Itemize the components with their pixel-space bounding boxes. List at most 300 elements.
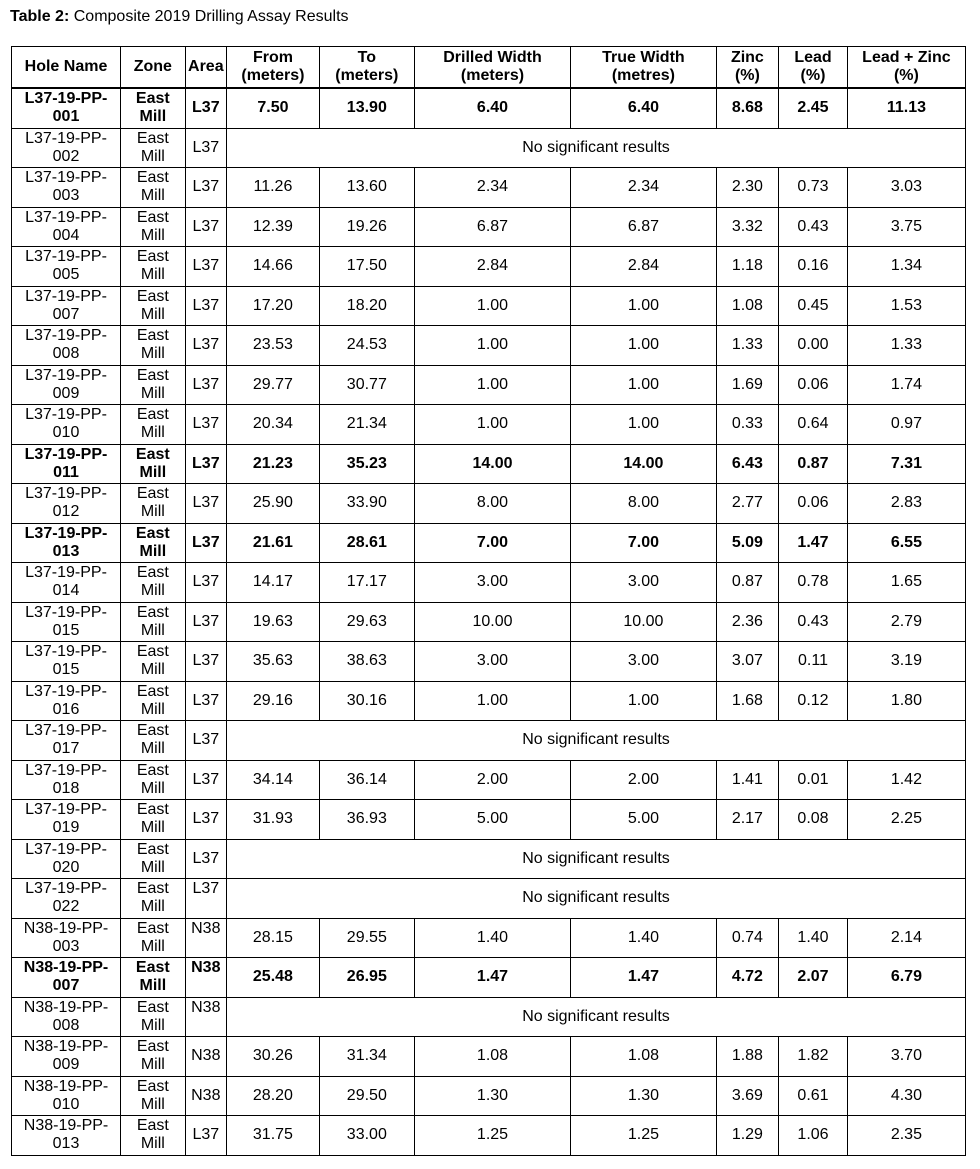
zone-cell [121, 523, 186, 563]
column-header-line: From [252, 49, 293, 66]
zone-cell-line: East [136, 1077, 169, 1095]
hole-name-cell-line: L37-19-PP- [25, 366, 107, 384]
zone-cell-line: Mill [140, 898, 165, 915]
hole-name-cell [12, 444, 121, 484]
hole-name-cell [12, 721, 121, 761]
hole-name-cell-line: L37-19-PP- [25, 682, 107, 700]
lead-cell: 0.06 [779, 484, 848, 524]
column-header-line: Drilled Width [443, 49, 542, 66]
column-header-line: Hole Name [24, 58, 108, 75]
zone-cell-line: East [136, 682, 169, 700]
hole-name-cell [12, 484, 121, 524]
hole-name-cell-line: 017 [52, 740, 80, 757]
lead-cell: 2.07 [779, 958, 848, 998]
column-header-zone [121, 47, 186, 89]
zone-cell [121, 286, 186, 326]
to-cell: 17.50 [319, 247, 414, 287]
zone-cell-line: East [136, 366, 169, 384]
hole-name-cell-line: 008 [52, 1016, 80, 1034]
area-cell: L37 [185, 642, 226, 682]
zone-cell [121, 760, 186, 800]
hole-name-cell-line: 015 [52, 661, 80, 678]
area-cell: L37 [185, 326, 226, 366]
from-cell: 14.66 [227, 247, 320, 287]
table-row [12, 997, 966, 1037]
zone-cell-line: East [135, 90, 170, 107]
hole-name-cell [12, 286, 121, 326]
area-cell: L37 [185, 128, 226, 168]
hole-name-cell-line: N38-19-PP- [23, 1117, 109, 1134]
drilled-width-cell: 8.00 [414, 484, 570, 524]
column-header-to [319, 47, 414, 89]
zone-cell-line: East [136, 208, 169, 226]
zone-cell [121, 207, 186, 247]
hole-name-cell [12, 839, 121, 879]
to-cell: 26.95 [319, 958, 414, 998]
true-width-cell: 1.25 [571, 1116, 716, 1156]
table-row [12, 721, 966, 761]
zone-cell-line: East [136, 761, 169, 779]
column-header-unit: (%) [734, 67, 760, 84]
table-caption-title: Composite 2019 Drilling Assay Results [73, 8, 349, 25]
lead-cell: 1.40 [779, 918, 848, 958]
lead-plus-zinc-cell: 3.70 [847, 1037, 965, 1077]
lead-plus-zinc-cell: 2.25 [847, 800, 965, 840]
drilled-width-cell: 14.00 [414, 444, 570, 484]
column-header-drilled-width [414, 47, 570, 89]
zone-cell [121, 1116, 186, 1156]
hole-name-cell-line: 011 [53, 463, 79, 481]
zinc-cell: 1.33 [716, 326, 779, 366]
table-caption [10, 7, 349, 27]
no-significant-results-cell: No significant results [227, 997, 966, 1037]
true-width-cell: 6.40 [571, 88, 716, 128]
zinc-cell: 1.41 [716, 760, 779, 800]
hole-name-cell-line: L37-19-PP- [25, 722, 107, 739]
true-width-cell: 5.00 [571, 800, 716, 840]
table-row [12, 326, 966, 366]
zone-cell [121, 1037, 186, 1077]
to-cell: 38.63 [319, 642, 414, 682]
lead-plus-zinc-cell: 11.13 [847, 88, 965, 128]
hole-name-cell-line: L37-19-PP- [25, 880, 107, 897]
column-header-line: Area [188, 58, 224, 75]
to-cell: 13.60 [319, 168, 414, 208]
to-cell: 29.63 [319, 602, 414, 642]
zone-cell-line: East [136, 287, 169, 305]
table-row [12, 800, 966, 840]
zinc-cell: 5.09 [716, 523, 779, 563]
zone-cell-line: Mill [140, 147, 165, 165]
hole-name-cell-line: 019 [52, 819, 80, 836]
hole-name-cell [12, 602, 121, 642]
hole-name-cell [12, 1037, 121, 1077]
zone-cell-line: Mill [140, 937, 165, 955]
area-cell: L37 [185, 879, 226, 919]
zone-cell-line: East [136, 998, 169, 1016]
area-cell: L37 [185, 839, 226, 879]
hole-name-cell-line: L37-19-PP- [25, 761, 107, 779]
zone-cell-line: Mill [140, 305, 165, 323]
zone-cell [121, 168, 186, 208]
zone-cell-line: East [136, 564, 169, 581]
hole-name-cell-line: L37-19-PP- [25, 564, 107, 581]
drilled-width-cell: 1.40 [414, 918, 570, 958]
table-row [12, 247, 966, 287]
lead-plus-zinc-cell: 1.53 [847, 286, 965, 326]
area-cell: L37 [185, 721, 226, 761]
area-cell: L37 [185, 444, 226, 484]
true-width-cell: 14.00 [571, 444, 716, 484]
hole-name-cell-line: 016 [52, 700, 80, 718]
header-row [12, 47, 966, 89]
hole-name-cell-line: 001 [52, 108, 80, 125]
drilled-width-cell: 1.00 [414, 365, 570, 405]
from-cell: 12.39 [227, 207, 320, 247]
column-header-unit: (meters) [460, 67, 525, 84]
true-width-cell: 3.00 [571, 563, 716, 603]
to-cell: 24.53 [319, 326, 414, 366]
to-cell: 18.20 [319, 286, 414, 326]
zone-cell-line: East [136, 129, 169, 147]
zinc-cell: 3.07 [716, 642, 779, 682]
lead-plus-zinc-cell: 3.19 [847, 642, 965, 682]
lead-plus-zinc-cell: 1.34 [847, 247, 965, 287]
zone-cell-line: Mill [140, 1056, 165, 1073]
table-row [12, 602, 966, 642]
lead-cell: 1.82 [779, 1037, 848, 1077]
true-width-cell: 8.00 [571, 484, 716, 524]
hole-name-cell-line: L37-19-PP- [25, 603, 107, 621]
area-cell: L37 [185, 602, 226, 642]
hole-name-cell-line: N38-19-PP- [23, 959, 109, 976]
zone-cell [121, 602, 186, 642]
from-cell: 31.93 [227, 800, 320, 840]
true-width-cell: 10.00 [571, 602, 716, 642]
zone-cell-line: Mill [140, 503, 165, 520]
hole-name-cell [12, 563, 121, 603]
zinc-cell: 1.18 [716, 247, 779, 287]
hole-name-cell-line: 010 [52, 424, 80, 441]
table-body [12, 88, 966, 1155]
zone-cell [121, 405, 186, 445]
lead-plus-zinc-cell: 1.65 [847, 563, 965, 603]
hole-name-cell-line: 015 [52, 621, 80, 639]
true-width-cell: 1.00 [571, 326, 716, 366]
hole-name-cell [12, 1116, 121, 1156]
table-row [12, 918, 966, 958]
lead-cell: 0.73 [779, 168, 848, 208]
zinc-cell: 0.87 [716, 563, 779, 603]
from-cell: 20.34 [227, 405, 320, 445]
lead-cell: 0.01 [779, 760, 848, 800]
area-cell: L37 [185, 247, 226, 287]
area-cell: N38 [185, 1037, 226, 1077]
column-header-unit: (meters) [241, 67, 305, 84]
no-significant-results-cell: No significant results [227, 721, 966, 761]
column-header-area [185, 47, 226, 89]
zone-cell-line: Mill [140, 858, 165, 876]
no-significant-results-cell: No significant results [227, 839, 966, 879]
true-width-cell: 1.40 [571, 918, 716, 958]
area-cell: L37 [185, 484, 226, 524]
column-header-line: Zone [133, 58, 172, 75]
from-cell: 23.53 [227, 326, 320, 366]
zone-cell-line: Mill [140, 266, 165, 283]
hole-name-cell-line: L37-19-PP- [24, 524, 108, 542]
lead-plus-zinc-cell: 1.33 [847, 326, 965, 366]
hole-name-cell [12, 879, 121, 919]
true-width-cell: 2.00 [571, 760, 716, 800]
to-cell: 31.34 [319, 1037, 414, 1077]
table-row [12, 207, 966, 247]
table-row [12, 642, 966, 682]
zone-cell-line: East [136, 603, 169, 621]
zone-cell [121, 681, 186, 721]
no-significant-results-cell: No significant results [227, 879, 966, 919]
column-header-zinc [716, 47, 779, 89]
hole-name-cell-line: N38-19-PP- [23, 919, 109, 937]
area-cell: N38 [185, 997, 226, 1037]
from-cell: 34.14 [227, 760, 320, 800]
zone-cell [121, 800, 186, 840]
from-cell: 11.26 [227, 168, 320, 208]
zone-cell-line: Mill [140, 424, 165, 441]
lead-plus-zinc-cell: 3.75 [847, 207, 965, 247]
to-cell: 29.50 [319, 1076, 414, 1116]
drilled-width-cell: 2.00 [414, 760, 570, 800]
zone-cell-line: East [136, 1038, 169, 1055]
zinc-cell: 0.74 [716, 918, 779, 958]
drilled-width-cell: 2.34 [414, 168, 570, 208]
zinc-cell: 2.30 [716, 168, 779, 208]
hole-name-cell [12, 326, 121, 366]
zone-cell-line: Mill [140, 740, 165, 757]
hole-name-cell-line: 013 [52, 1135, 80, 1152]
hole-name-cell [12, 128, 121, 168]
zinc-cell: 1.08 [716, 286, 779, 326]
lead-plus-zinc-cell: 0.97 [847, 405, 965, 445]
hole-name-cell-line: 003 [52, 937, 80, 955]
table-row [12, 760, 966, 800]
drilled-width-cell: 1.00 [414, 286, 570, 326]
hole-name-cell [12, 207, 121, 247]
zone-cell-line: East [136, 880, 169, 897]
drilled-width-cell: 1.00 [414, 681, 570, 721]
column-header-line: Lead [794, 49, 832, 66]
to-cell: 33.00 [319, 1116, 414, 1156]
zinc-cell: 1.29 [716, 1116, 779, 1156]
table-row [12, 286, 966, 326]
lead-plus-zinc-cell: 6.55 [847, 523, 965, 563]
true-width-cell: 7.00 [571, 523, 716, 563]
hole-name-cell [12, 958, 121, 998]
hole-name-cell [12, 918, 121, 958]
drilled-width-cell: 1.08 [414, 1037, 570, 1077]
hole-name-cell-line: 013 [52, 542, 80, 560]
zinc-cell: 1.88 [716, 1037, 779, 1077]
lead-cell: 0.45 [779, 286, 848, 326]
area-cell: N38 [185, 958, 226, 998]
lead-cell: 2.45 [779, 88, 848, 128]
lead-cell: 0.43 [779, 602, 848, 642]
true-width-cell: 2.34 [571, 168, 716, 208]
hole-name-cell-line: L37-19-PP- [25, 840, 107, 858]
zone-cell [121, 128, 186, 168]
hole-name-cell-line: 010 [52, 1095, 80, 1113]
lead-plus-zinc-cell: 2.14 [847, 918, 965, 958]
zone-cell [121, 997, 186, 1037]
table-caption-label: Table 2: [10, 8, 70, 25]
lead-cell: 1.47 [779, 523, 848, 563]
area-cell: L37 [185, 563, 226, 603]
hole-name-cell-line: 003 [52, 187, 80, 204]
lead-plus-zinc-cell: 3.03 [847, 168, 965, 208]
to-cell: 30.77 [319, 365, 414, 405]
zone-cell [121, 326, 186, 366]
no-significant-results-cell: No significant results [227, 128, 966, 168]
table-row [12, 1037, 966, 1077]
zone-cell-line: East [136, 919, 169, 937]
to-cell: 21.34 [319, 405, 414, 445]
lead-plus-zinc-cell: 7.31 [847, 444, 965, 484]
drilled-width-cell: 2.84 [414, 247, 570, 287]
zinc-cell: 2.77 [716, 484, 779, 524]
hole-name-cell-line: L37-19-PP- [24, 445, 108, 463]
lead-cell: 0.12 [779, 681, 848, 721]
zone-cell-line: Mill [140, 700, 165, 718]
lead-plus-zinc-cell: 1.42 [847, 760, 965, 800]
from-cell: 30.26 [227, 1037, 320, 1077]
drilled-width-cell: 5.00 [414, 800, 570, 840]
hole-name-cell-line: 008 [52, 345, 80, 362]
drilled-width-cell: 1.30 [414, 1076, 570, 1116]
hole-name-cell [12, 642, 121, 682]
true-width-cell: 1.30 [571, 1076, 716, 1116]
hole-name-cell-line: N38-19-PP- [23, 1038, 109, 1055]
zinc-cell: 3.32 [716, 207, 779, 247]
table-row [12, 1116, 966, 1156]
zone-cell-line: East [135, 959, 170, 976]
column-header-line: To [357, 49, 376, 66]
lead-cell: 0.08 [779, 800, 848, 840]
zone-cell-line: Mill [139, 542, 167, 560]
zone-cell [121, 721, 186, 761]
lead-plus-zinc-cell: 1.74 [847, 365, 965, 405]
from-cell: 31.75 [227, 1116, 320, 1156]
zone-cell [121, 642, 186, 682]
drilled-width-cell: 3.00 [414, 563, 570, 603]
area-cell: L37 [185, 207, 226, 247]
column-header-line: Zinc [730, 49, 764, 66]
zone-cell-line: East [135, 445, 170, 463]
to-cell: 35.23 [319, 444, 414, 484]
hole-name-cell [12, 88, 121, 128]
zone-cell-line: East [136, 643, 169, 660]
area-cell: L37 [185, 1116, 226, 1156]
hole-name-cell-line: 012 [52, 503, 80, 520]
hole-name-cell-line: 009 [52, 384, 80, 402]
from-cell: 7.50 [227, 88, 320, 128]
hole-name-cell-line: N38-19-PP- [23, 1077, 109, 1095]
hole-name-cell-line: 022 [52, 898, 80, 915]
zone-cell [121, 365, 186, 405]
true-width-cell: 6.87 [571, 207, 716, 247]
zinc-cell: 8.68 [716, 88, 779, 128]
lead-cell: 0.11 [779, 642, 848, 682]
from-cell: 25.48 [227, 958, 320, 998]
column-header-lead-plus-zinc [847, 47, 965, 89]
drilled-width-cell: 1.25 [414, 1116, 570, 1156]
table-row [12, 405, 966, 445]
zone-cell-line: East [136, 801, 169, 818]
from-cell: 28.15 [227, 918, 320, 958]
hole-name-cell-line: L37-19-PP- [25, 169, 107, 186]
zinc-cell: 3.69 [716, 1076, 779, 1116]
hole-name-cell [12, 997, 121, 1037]
hole-name-cell-line: 020 [52, 858, 80, 876]
lead-cell: 0.61 [779, 1076, 848, 1116]
hole-name-cell [12, 405, 121, 445]
to-cell: 36.14 [319, 760, 414, 800]
column-header-line: Lead + Zinc [862, 49, 951, 66]
zone-cell-line: East [136, 840, 169, 858]
drilled-width-cell: 1.00 [414, 405, 570, 445]
hole-name-cell-line: 007 [52, 305, 80, 323]
to-cell: 29.55 [319, 918, 414, 958]
true-width-cell: 1.00 [571, 286, 716, 326]
lead-plus-zinc-cell: 1.80 [847, 681, 965, 721]
hole-name-cell-line: 007 [52, 977, 80, 994]
drilled-width-cell: 1.47 [414, 958, 570, 998]
zone-cell-line: Mill [140, 345, 165, 362]
zone-cell-line: East [136, 169, 169, 186]
lead-cell: 0.00 [779, 326, 848, 366]
area-cell: N38 [185, 1076, 226, 1116]
zone-cell [121, 247, 186, 287]
hole-name-cell-line: L37-19-PP- [25, 485, 107, 502]
zinc-cell: 4.72 [716, 958, 779, 998]
area-cell: L37 [185, 88, 226, 128]
zone-cell [121, 444, 186, 484]
to-cell: 33.90 [319, 484, 414, 524]
hole-name-cell-line: 014 [52, 582, 80, 599]
zinc-cell: 2.17 [716, 800, 779, 840]
table-row [12, 88, 966, 128]
hole-name-cell-line: L37-19-PP- [24, 90, 108, 107]
zone-cell-line: East [135, 524, 170, 542]
from-cell: 14.17 [227, 563, 320, 603]
area-cell: L37 [185, 365, 226, 405]
area-cell: L37 [185, 681, 226, 721]
hole-name-cell-line: 005 [52, 266, 80, 283]
hole-name-cell-line: L37-19-PP- [25, 643, 107, 660]
area-cell: L37 [185, 523, 226, 563]
lead-plus-zinc-cell: 2.79 [847, 602, 965, 642]
zone-cell-line: Mill [140, 661, 165, 678]
true-width-cell: 3.00 [571, 642, 716, 682]
zinc-cell: 0.33 [716, 405, 779, 445]
area-cell: L37 [185, 760, 226, 800]
hole-name-cell [12, 681, 121, 721]
zone-cell [121, 1076, 186, 1116]
zone-cell [121, 879, 186, 919]
true-width-cell: 1.00 [571, 681, 716, 721]
from-cell: 21.23 [227, 444, 320, 484]
drilled-width-cell: 6.87 [414, 207, 570, 247]
hole-name-cell-line: 004 [52, 226, 80, 244]
column-header-unit: (metres) [611, 67, 675, 84]
